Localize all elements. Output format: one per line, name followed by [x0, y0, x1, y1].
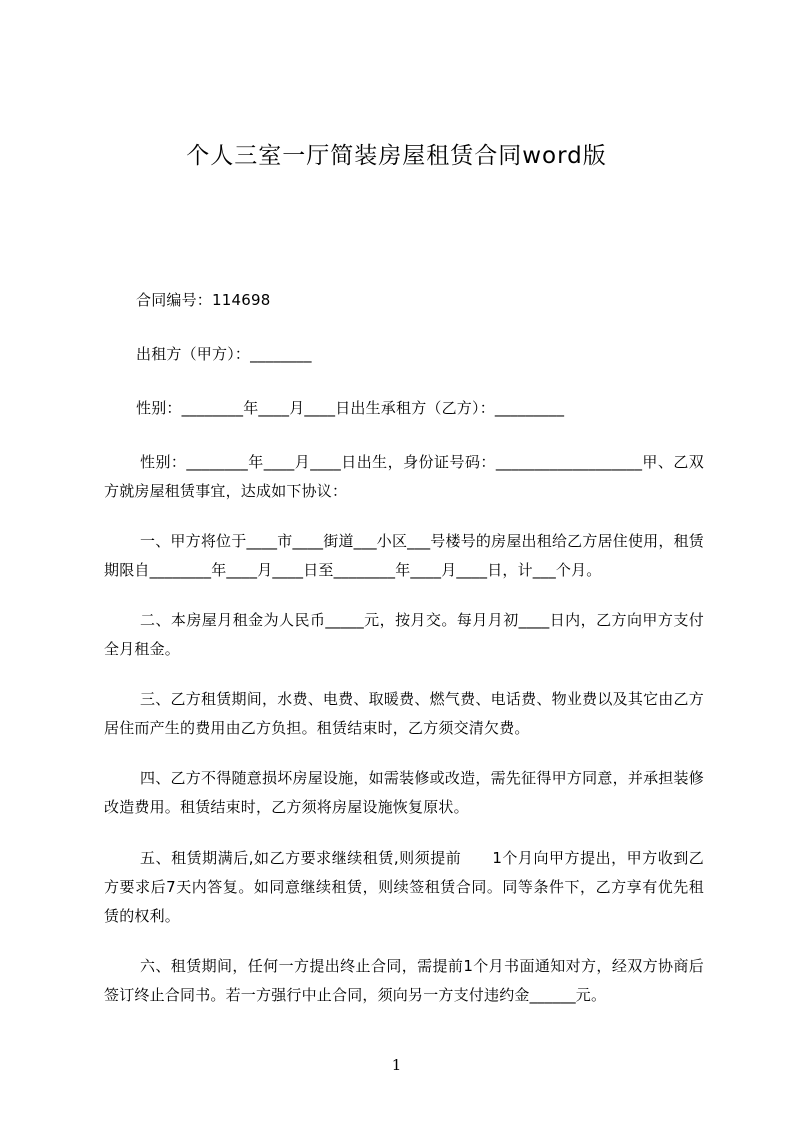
clause-2: 二、本房屋月租金为人民币_____元，按月交。每月月初____日内，乙方向甲方支付全月租金。: [104, 611, 704, 658]
lessor-line: 出租方（甲方）：________: [136, 345, 312, 363]
clause-4: 四、乙方不得随意损坏房屋设施，如需装修或改造，需先征得甲方同意，并承担装修改造费用。租赁结束时，乙方须将房屋设施恢复原状。: [104, 769, 704, 816]
lessor-gender-birth-lessee-line: 性别：________年____月____日出生承租方（乙方）：_________: [136, 399, 565, 417]
clause-6: 六、租赁期间，任何一方提出终止合同，需提前1个月书面通知对方，经双方协商后签订终止合同书。若一方强行中止合同，须向另一方支付违约金______元。: [104, 957, 704, 1004]
lessee-gender-id-line: 性别：________年____月____日出生，身份证号码：___________________甲、乙双方就房屋租赁事宜，达成如下协议：: [104, 453, 704, 500]
clause-1: 一、甲方将位于____市____街道___小区___号楼号的房屋出租给乙方居住使用，租赁期限自________年____月____日至________年____月____日，计___个月。: [104, 532, 704, 579]
contract-number: 合同编号：114698: [136, 291, 271, 309]
clause-5: 五、租赁期满后,如乙方要求继续租赁,则须提前 1个月向甲方提出，甲方收到乙方要求后7天内答复。如同意继续租赁，则续签租赁合同。同等条件下，乙方享有优先租赁的权利。: [104, 849, 704, 925]
page-title: 个人三室一厅简装房屋租赁合同word版: [186, 143, 607, 169]
clause-3: 三、乙方租赁期间，水费、电费、取暖费、燃气费、电话费、物业费以及其它由乙方居住而产生的费用由乙方负担。租赁结束时，乙方须交清欠费。: [104, 690, 704, 737]
page-number: 1: [391, 1056, 402, 1074]
